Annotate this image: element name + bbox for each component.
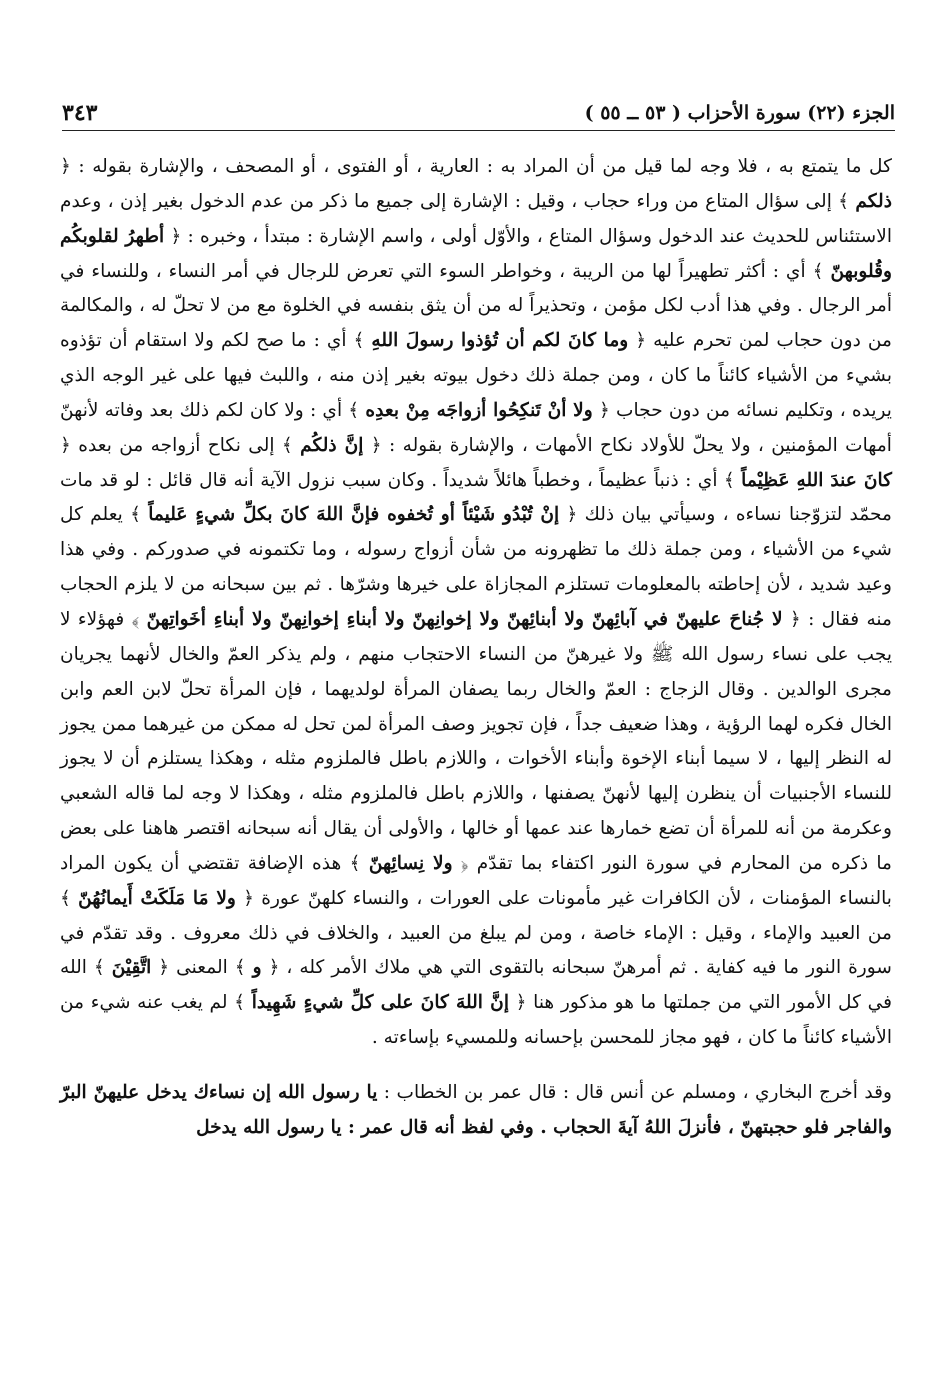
commentary-text: ﴾ من العبيد والإماء ، وقيل : الإماء خاصة ، ومن لم يبلغ من العبيد ، والخلاف في ذلك معروف . وقد تقدّم في سورة النور ما فيه كفاية . ثم أمرهنّ سبحانه بالتقوى التي هي ملاك الأمر كله ، ﴿ <box>60 887 892 979</box>
commentary-text: ﴾ يعلم كل شيء من الأشياء ، ومن جملة ذلك ما تظهرونه من شأن أزواج رسوله ، وما تكتمونه في صدوركم . وفي هذا وعيد شديد ، لأن إحاطته بالمعلومات تستلزم المجازاة على خيرها وشرّها . ثم بين سبحانه من لا يلزم الحجاب منه فقال : ﴿ <box>60 504 892 630</box>
commentary-text: ﴾ فهؤلاء لا يجب على نساء رسول الله ﷺ ولا غيرهنّ من النساء الاحتجاب منهم ، ولم يذكر العمّ والخال لأنهما يجريان مجرى الوالدين . وقال الزجاج : العمّ والخال ربما يصفان المرأة لولديهما ، فإن المرأة تحلّ لابن العم وابن الخال فكره لهما الرؤية ، وهذا ضعيف جداً ، فإن تجويز وصف المرأة لمن تحل له ممكن من غيرهما ممن يجوز له النظر إليها ، لا سيما أبناء الإخوة وأبناء الأخوات ، واللازم باطل فالملزوم مثله ، وهكذا يستلزم أن لا يجوز للنساء الأجنبيات أن ينظرن إليها لأنهنّ يصفنها ، واللازم باطل فالملزوم مثله ، وهكذا لا وجه لما قاله الشعبي وعكرمة من أنه للمرأة أن تضع خمارها عند عمها أو خالها ، والأولى أن يقال أنه سبحانه اقتصر هاهنا على بعض ما ذكره من المحارم في سورة النور اكتفاء بما تقدّم ﴿ <box>60 608 892 874</box>
running-title: الجزء (٢٢) سورة الأحزاب ( ٥٣ ــ ٥٥ ) <box>584 102 895 124</box>
quran-quote: إنْ تُبْدُو شَيْئاً أو تُخفوه فإنَّ اللهَ كانَ بكلِّ شيءٍ عَليماً <box>148 504 560 526</box>
commentary-text: ﴾ أي : ولا كان لكم ذلك بعد وفاته لأنهنّ أمهات المؤمنين ، ولا يحلّ للأولاد نكاح الأمهات ، والإشارة بقوله : ﴿ <box>60 399 892 456</box>
commentary-text: ﴾ المعنى ﴿ <box>158 957 246 979</box>
quran-quote: و <box>252 957 262 979</box>
commentary-text: ﴾ أي : أكثر تطهيراً لها من الريبة ، وخواطر السوء التي تعرض للرجال في أمر النساء ، وللنساء في أمر الرجال . وفي هذا أدب لكل مؤمن ، وتحذيراً له من أن يثق بنفسه في الخلوة مع من لا تحلّ له ، والمكالمة من دون حجاب لمن تحرم عليه ﴿ <box>60 260 892 352</box>
page-header <box>62 96 895 131</box>
quran-quote: ذلكم <box>855 190 892 212</box>
quran-quote: إنَّ اللهَ كانَ على كلِّ شيءٍ شَهِيداً <box>251 992 509 1014</box>
commentary-text: كل ما يتمتع به ، فلا وجه لما قيل من أن المراد به : العارية ، أو الفتوى ، أو المصحف ، والإشارة بقوله : ﴿ <box>60 156 892 177</box>
page-number: ٣٤٣ <box>62 100 98 126</box>
quran-quote: ولا نِسائِهنّ <box>368 852 453 874</box>
quran-quote: اتَّقِيْنَ <box>111 957 152 979</box>
commentary-text: ﴾ أي : ذنباً عظيماً ، وخطباً هائلاً شديداً . وكان سبب نزول الآية أنه قال قائل : لو قد مات محمّد لتزوّجنا نساءه ، وسيأتي بيان ذلك ﴿ <box>60 469 892 526</box>
commentary-text: ﴾ أي : ما صح لكم ولا استقام أن تؤذوه بشيء من الأشياء كائناً ما كان ، ومن جملة ذلك دخول بيوته بغير إذن منه ، واللبث فيها على غير الوجه الذي يريده ، وتكليم نسائه من دون حجاب ﴿ <box>60 330 892 421</box>
quran-quote: لا جُناحَ عليهنّ في آبائِهنّ ولا أبنائِهنّ ولا إخوانِهنّ ولا أبناءِ إخوانِهنّ ولا أبناءِ أخَواتِهنّ <box>146 608 783 630</box>
quran-quote: أطهرُ لقلوبكُم وقُلوبهنّ <box>60 225 892 282</box>
commentary-text: ﴾ إلى سؤال المتاع من وراء حجاب ، وقيل : الإشارة إلى جميع ما ذكر من عدم الدخول بغير إذن ، وعدم الاستئناس للحديث عند الدخول وسؤال المتاع ، والأوّل أولى ، واسم الإشارة : مبتدأ ، وخبره : ﴿ <box>60 190 892 247</box>
quran-quote: ولا مَا مَلَكَتْ أَيمانُهُنّ <box>78 887 236 909</box>
hadith-intro: وقد أخرج البخاري ، ومسلم عن أنس قال : قال عمر بن الخطاب : <box>377 1081 892 1103</box>
hadith-paragraph <box>60 1076 892 1146</box>
quran-quote: إنَّ ذلكُم <box>300 434 364 456</box>
commentary-text: ﴾ لم يغب عنه شيء من الأشياء كائناً ما كان ، فهو مجاز للمحسن بإحسانه وللمسيء بإساءته . <box>60 992 892 1049</box>
commentary-text: ﴾ الله في كل الأمور التي من جملتها ما هو مذكور هنا ﴿ <box>60 957 892 1014</box>
commentary-paragraph <box>60 150 892 1056</box>
commentary-text: ﴾ هذه الإضافة تقتضي أن يكون المراد بالنساء المؤمنات ، لأن الكافرات غير مأمونات على العورات ، والنساء كلهنّ عورة ﴿ <box>60 852 892 909</box>
page-body <box>60 150 892 1146</box>
hadith-text: يا رسول الله إن نساءك يدخل عليهنّ البرّ والفاجر فلو حجبتهنّ ، فأنزلَ اللهُ آيةَ الحجاب . وفي لفظ أنه قال عمر : يا رسول الله يدخل <box>60 1081 892 1138</box>
commentary-text: ﴾ إلى نكاح أزواجه من بعده ﴿ <box>60 434 293 456</box>
quran-quote: وما كانَ لكم أن تُؤذوا رسولَ اللهِ <box>371 330 629 352</box>
quran-quote: كانَ عندَ اللهِ عَظِيْماً <box>741 469 892 491</box>
quran-quote: ولا أنْ تَنكِحُوا أزواجَه مِنْ بعدِه <box>365 399 593 421</box>
